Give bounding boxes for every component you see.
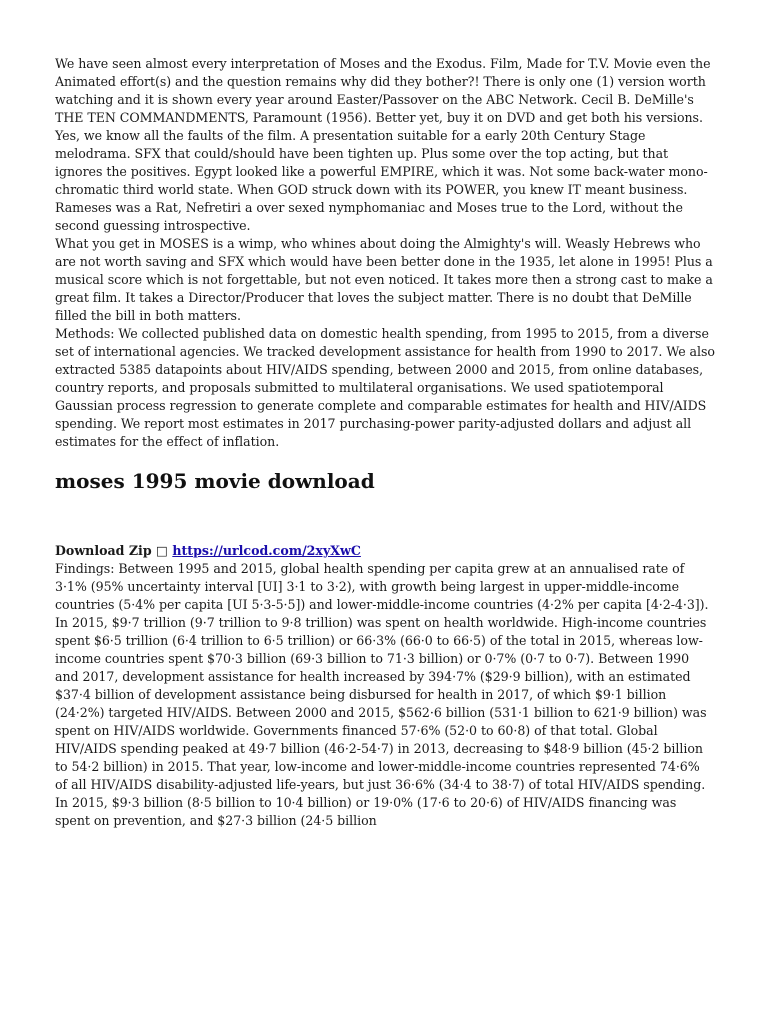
findings-paragraph: Findings: Between 1995 and 2015, global health spending per capita grew at an annualised rate of 3·1% (95% uncertainty interval [UI] 3·1 to 3·2), with growth being largest in upper-middle-income countries (5·4% per capita [UI 5·3-5·5]) and lower-middle-income countries (4·2% per capita [4·2-4·3]). In 2015, $9·7 trillion (9·7 trillion to 9·8 trillion) was spent on health worldwide. High-income countries spent $6·5 trillion (6·4 trillion to 6·5 trillion) or 66·3% (66·0 to 66·5) of the total in 2015, whereas low-income countries spent $70·3 billion (69·3 billion to 71·3 billion) or 0·7% (0·7 to 0·7). Between 1990 and 2017, development assistance for health increased by 394·7% ($29·9 billion), with an estimated $37·4 billion of development assistance being disbursed for health in 2017, of which $9·1 billion (24·2%) targeted HIV/AIDS. Between 2000 and 2015, $562·6 billion (531·1 billion to 621·9 billion) was spent on HIV/AIDS worldwide. Governments financed 57·6% (52·0 to 60·8) of that total. Global HIV/AIDS spending peaked at 49·7 billion (46·2-54·7) in 2013, decreasing to $48·9 billion (45·2 billion to 54·2 billion) in 2015. That year, low-income and lower-middle-income countries represented 74·6% of all HIV/AIDS disability-adjusted life-years, but just 36·6% (34·4 to 38·7) of total HIV/AIDS spending. In 2015, $9·3 billion (8·5 billion to 10·4 billion) or 19·0% (17·6 to 20·6) of HIV/AIDS financing was spent on prevention, and $27·3 billion (24·5 billion: [55, 561, 709, 828]
methods-paragraph: Methods: We collected published data on domestic health spending, from 1995 to 2015, from a diverse set of international agencies. We tracked development assistance for health from 1990 to 2017. We also extracted 5385 datapoints about HIV/AIDS spending, between 2000 and 2015, from online databases, country reports, and proposals submitted to multilateral organisations. We used spatiotemporal Gaussian process regression to generate complete and comparable estimates for health and HIV/AIDS spending. We report most estimates in 2017 purchasing-power parity-adjusted dollars and adjust all estimates for the effect of inflation.: [55, 326, 715, 449]
document-page: [55, 55, 715, 830]
download-label: Download Zip □: [55, 543, 173, 558]
faults-paragraph: Yes, we know all the faults of the film. A presentation suitable for a early 20th Century Stage melodrama. SFX that could/should have been tighten up. Plus some over the top acting, but that ignores the positives. Egypt looked like a powerful EMPIRE, which it was. Not some back-water mono-chromatic third world state. When GOD struck down with its POWER, you knew IT meant business. Rameses was a Rat, Nefretiri a over sexed nymphomaniac and Moses true to the Lord, without the second guessing introspective.: [55, 128, 708, 233]
moses-paragraph: What you get in MOSES is a wimp, who whines about doing the Almighty's will. Weasly Hebrews who are not worth saving and SFX which would have been better done in the 1935, let alone in 1995! Plus a musical score which is not forgettable, but not even noticed. It takes more then a strong cast to make a great film. It takes a Director/Producer that loves the subject matter. There is no doubt that DeMille filled the bill in both matters.: [55, 236, 713, 323]
download-link[interactable]: https://urlcod.com/2xyXwC: [172, 543, 361, 558]
page-title: moses 1995 movie download: [55, 469, 375, 493]
intro-paragraph: We have seen almost every interpretation of Moses and the Exodus. Film, Made for T.V. Movie even the Animated effort(s) and the question remains why did they bother?! There is only one (1) version worth watching and it is shown every year around Easter/Passover on the ABC Network. Cecil B. DeMille's THE TEN COMMANDMENTS, Paramount (1956). Better yet, buy it on DVD and get both his versions.: [55, 56, 711, 125]
download-line: [55, 542, 715, 560]
